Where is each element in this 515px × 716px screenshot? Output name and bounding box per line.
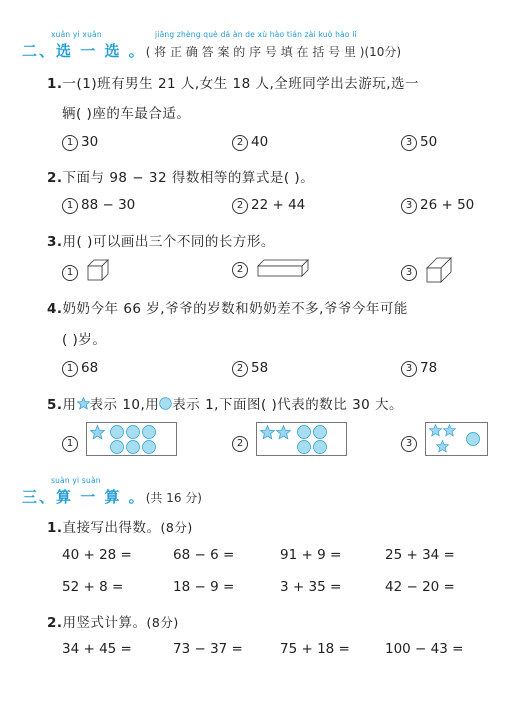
q4-option-3[interactable] bbox=[401, 360, 437, 377]
p2-expr-3: 75 + 18 = bbox=[280, 641, 350, 657]
option-mark: 3 bbox=[401, 135, 417, 151]
p1-expr-1-1: 40 + 28 = bbox=[62, 547, 132, 563]
q2-option-3[interactable] bbox=[401, 197, 474, 214]
option-mark: 1 bbox=[62, 436, 78, 452]
q5-number: 5. bbox=[47, 397, 63, 413]
section2-pinyin-title: xuǎn yi xuǎn bbox=[51, 30, 102, 39]
option-mark: 3 bbox=[401, 265, 417, 281]
q4-option-2[interactable] bbox=[232, 360, 268, 377]
p1-expr-2-2: 18 − 9 = bbox=[173, 579, 235, 595]
option-mark: 1 bbox=[62, 198, 78, 214]
star-icon bbox=[77, 397, 90, 410]
q5-option-3[interactable] bbox=[401, 422, 489, 460]
section3-pinyin-title: suàn yi suàn bbox=[51, 476, 101, 485]
q5-figure-1 bbox=[86, 422, 178, 456]
cube-icon bbox=[86, 258, 110, 282]
q4-line1 bbox=[47, 297, 408, 317]
circle-icon bbox=[111, 426, 124, 439]
section2-title: 选 一 选 。 bbox=[56, 42, 146, 60]
option-mark: 2 bbox=[232, 436, 248, 452]
circle-icon bbox=[159, 397, 172, 410]
circle-icon bbox=[314, 441, 327, 454]
option-mark: 1 bbox=[62, 135, 78, 151]
section2-number: 二、 bbox=[22, 42, 57, 60]
option-text: 88 − 30 bbox=[81, 197, 136, 213]
q1-option-1[interactable] bbox=[62, 134, 98, 151]
p2-expr-1: 34 + 45 = bbox=[62, 641, 132, 657]
q2-option-2[interactable] bbox=[232, 197, 305, 214]
p2-line bbox=[47, 611, 179, 631]
p2-points: (8分) bbox=[146, 615, 179, 630]
q5-text-a: 用 bbox=[62, 397, 77, 413]
option-mark: 1 bbox=[62, 265, 78, 281]
q5-line bbox=[47, 393, 403, 413]
p1-expr-2-1: 52 + 8 = bbox=[62, 579, 124, 595]
option-mark: 3 bbox=[401, 436, 417, 452]
circle-icon bbox=[127, 441, 140, 454]
q4-text-line1: 奶奶今年 66 岁,爷爷的岁数和奶奶差不多,爷爷今年可能 bbox=[62, 301, 408, 317]
option-mark: 1 bbox=[62, 361, 78, 377]
p1-expr-1-3: 91 + 9 = bbox=[280, 547, 342, 563]
q5-figure-3 bbox=[425, 422, 489, 456]
section3-number: 三、 bbox=[22, 488, 57, 506]
q5-option-1[interactable] bbox=[62, 422, 178, 460]
option-text: 22 + 44 bbox=[251, 197, 306, 213]
option-mark: 2 bbox=[232, 361, 248, 377]
option-mark: 2 bbox=[232, 135, 248, 151]
q2-option-1[interactable] bbox=[62, 197, 135, 214]
option-mark: 2 bbox=[232, 198, 248, 214]
q1-option-2[interactable] bbox=[232, 134, 268, 151]
p2-number: 2. bbox=[47, 615, 63, 631]
p1-text: 直接写出得数。 bbox=[62, 520, 161, 536]
p1-points: (8分) bbox=[160, 520, 193, 535]
section2-pinyin-instruction: jiāng zhèng què dá àn de xù hào tián zài kuò hào lǐ bbox=[155, 30, 357, 39]
q3-option-2[interactable] bbox=[232, 258, 310, 278]
circle-icon bbox=[143, 441, 156, 454]
circle-icon bbox=[314, 426, 327, 439]
p2-expr-4: 100 − 43 = bbox=[385, 641, 464, 657]
q3-option-3[interactable] bbox=[401, 256, 453, 284]
q4-option-1[interactable] bbox=[62, 360, 98, 377]
q5-figure-2 bbox=[256, 422, 348, 456]
section2-instruction: ( 将 正 确 答 案 的 序 号 填 在 括 号 里 ) bbox=[145, 45, 365, 59]
p2-text: 用竖式计算。 bbox=[62, 615, 147, 631]
section3-title: 算 一 算 。 bbox=[56, 488, 146, 506]
q3-text: 用( )可以画出三个不同的长方形。 bbox=[62, 234, 275, 250]
q1-number: 1. bbox=[47, 76, 63, 92]
q2-text: 下面与 98 − 32 得数相等的算式是( )。 bbox=[62, 170, 315, 186]
section3-points: (共 16 分) bbox=[145, 491, 202, 505]
q4-number: 4. bbox=[47, 301, 63, 317]
circle-icon bbox=[111, 441, 124, 454]
circle-icon bbox=[298, 426, 311, 439]
q1-line1 bbox=[47, 72, 419, 92]
p1-line bbox=[47, 516, 193, 536]
q2-number: 2. bbox=[47, 170, 63, 186]
q1-option-3[interactable] bbox=[401, 134, 437, 151]
q5-text-c: 表示 1,下面图( )代表的数比 30 大。 bbox=[172, 397, 404, 413]
long-box-icon bbox=[256, 258, 310, 278]
option-mark: 3 bbox=[401, 198, 417, 214]
q1-text-line2: 辆( )座的车最合适。 bbox=[62, 106, 191, 122]
p1-expr-1-2: 68 − 6 = bbox=[173, 547, 235, 563]
option-text: 26 + 50 bbox=[420, 197, 475, 213]
q3-number: 3. bbox=[47, 234, 63, 250]
q2-line bbox=[47, 166, 314, 186]
section2-points: (10分) bbox=[364, 45, 402, 59]
option-text: 40 bbox=[251, 134, 269, 150]
q4-text-line2: ( )岁。 bbox=[62, 332, 107, 348]
option-mark: 2 bbox=[232, 262, 248, 278]
p1-expr-2-3: 3 + 35 = bbox=[280, 579, 342, 595]
p1-expr-1-4: 25 + 34 = bbox=[385, 547, 455, 563]
circle-icon bbox=[467, 433, 480, 446]
p1-expr-2-4: 42 − 20 = bbox=[385, 579, 455, 595]
circle-icon bbox=[298, 441, 311, 454]
circle-icon bbox=[143, 426, 156, 439]
option-text: 50 bbox=[420, 134, 438, 150]
option-mark: 3 bbox=[401, 361, 417, 377]
section2-heading bbox=[22, 40, 401, 61]
p2-expr-2: 73 − 37 = bbox=[173, 641, 243, 657]
circle-icon bbox=[127, 426, 140, 439]
option-text: 30 bbox=[81, 134, 99, 150]
q3-option-1[interactable] bbox=[62, 258, 110, 282]
q3-line bbox=[47, 230, 275, 250]
tall-box-icon bbox=[425, 256, 453, 284]
q5-option-2[interactable] bbox=[232, 422, 348, 460]
q5-text-b: 表示 10,用 bbox=[89, 397, 160, 413]
option-text: 58 bbox=[251, 360, 269, 376]
option-text: 68 bbox=[81, 360, 99, 376]
q1-text-line1: 一(1)班有男生 21 人,女生 18 人,全班同学出去游玩,选一 bbox=[62, 76, 420, 92]
section3-heading bbox=[22, 486, 202, 507]
p1-number: 1. bbox=[47, 520, 63, 536]
option-text: 78 bbox=[420, 360, 438, 376]
